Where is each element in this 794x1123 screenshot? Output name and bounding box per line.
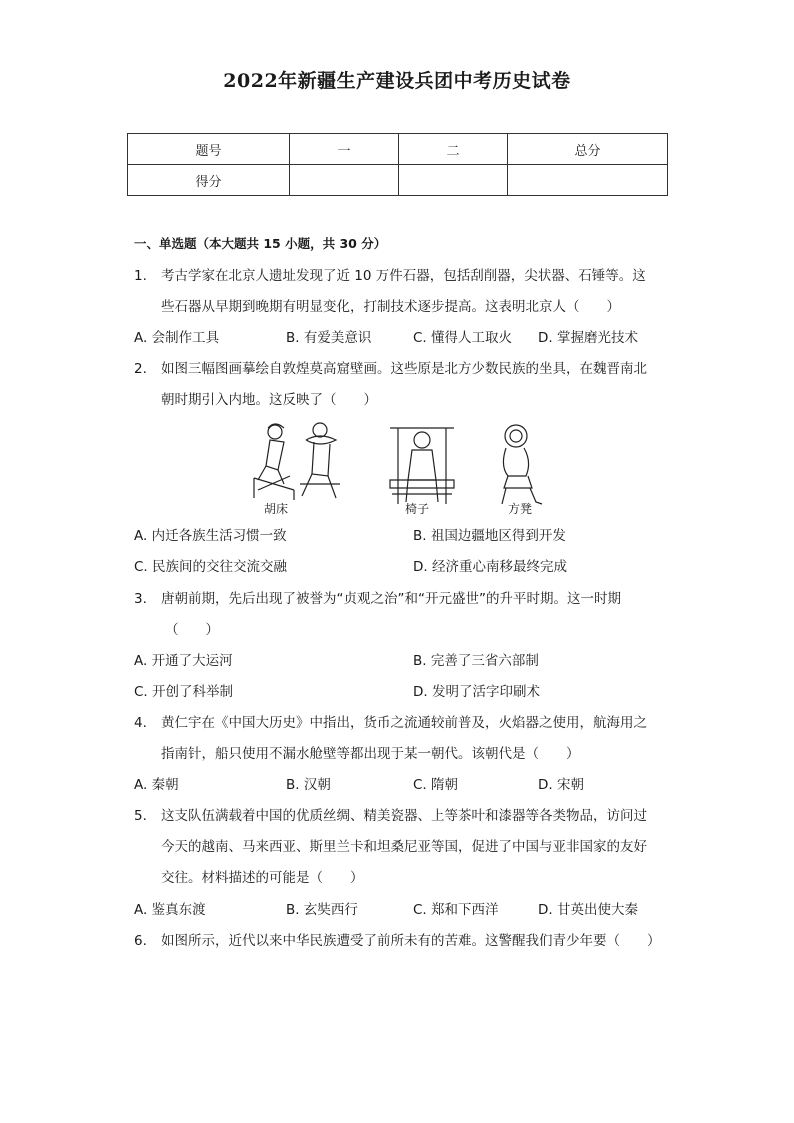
question-5 <box>134 801 664 894</box>
question-number: 4. <box>134 715 147 731</box>
question-line: （ ） <box>165 622 219 638</box>
option-b[interactable]: B. 有爱美意识 <box>286 330 372 346</box>
question-line: 指南针，船只使用不漏水舱壁等都出现于某一朝代。该朝代是（ ） <box>161 746 580 762</box>
question-line: 今天的越南、马来西亚、斯里兰卡和坦桑尼亚等国，促进了中国与亚非国家的友好 <box>161 839 647 855</box>
option-b[interactable]: B. 完善了三省六部制 <box>413 653 539 669</box>
option-a[interactable]: A. 鉴真东渡 <box>134 902 206 918</box>
question-3 <box>134 584 664 646</box>
question-1 <box>134 261 664 323</box>
question-number: 3. <box>134 591 147 607</box>
question-line: 如图所示，近代以来中华民族遭受了前所未有的苦难。这警醒我们青少年要（ ） <box>161 933 661 949</box>
table-cell: 一 <box>290 134 399 165</box>
section-heading: 一、单选题（本大题共 15 小题，共 30 分） <box>134 236 387 251</box>
question-6 <box>134 926 664 957</box>
options-3-cd <box>134 677 664 708</box>
question-line: 唐朝前期，先后出现了被誉为“贞观之治”和“开元盛世”的升平时期。这一时期 <box>161 591 621 607</box>
score-table <box>127 133 668 196</box>
table-cell: 二 <box>399 134 508 165</box>
question-line: 交往。材料描述的可能是（ ） <box>161 870 364 886</box>
option-c[interactable]: C. 隋朝 <box>413 777 459 793</box>
question-line: 黄仁宇在《中国大历史》中指出，货币之流通较前普及，火焰器之使用，航海用之 <box>161 715 647 731</box>
question-line: 考古学家在北京人遗址发现了近 10 万件石器，包括刮削器，尖状器、石锤等。这 <box>161 268 646 284</box>
question-line: 朝时期引入内地。这反映了（ ） <box>161 392 377 408</box>
question-2 <box>134 354 664 416</box>
question-line: 如图三幅图画摹绘自敦煌莫高窟壁画。这些原是北方少数民族的坐具，在魏晋南北 <box>161 361 647 377</box>
figure-label: 椅子 <box>405 502 430 516</box>
option-d[interactable]: D. 经济重心南移最终完成 <box>413 559 567 575</box>
options-1 <box>134 323 664 354</box>
fangdeng-drawing <box>502 425 542 504</box>
table-cell: 得分 <box>128 165 290 196</box>
option-d[interactable]: D. 掌握磨光技术 <box>538 330 638 346</box>
option-a[interactable]: A. 开通了大运河 <box>134 653 233 669</box>
question-number: 1. <box>134 268 147 284</box>
table-cell: 题号 <box>128 134 290 165</box>
options-3 <box>134 646 664 677</box>
option-b[interactable]: B. 玄奘西行 <box>286 902 358 918</box>
table-cell: 总分 <box>508 134 668 165</box>
options-5 <box>134 895 664 926</box>
question-number: 5. <box>134 808 147 824</box>
question-number: 6. <box>134 933 147 949</box>
option-c[interactable]: C. 开创了科举制 <box>134 684 234 700</box>
table-row <box>128 134 668 165</box>
option-d[interactable]: D. 宋朝 <box>538 777 584 793</box>
huchuang-drawing <box>254 423 340 500</box>
question-number: 2. <box>134 361 147 377</box>
page-title: 2022年新疆生产建设兵团中考历史试卷 <box>223 70 571 92</box>
options-2 <box>134 521 664 552</box>
table-cell[interactable] <box>399 165 508 196</box>
table-row <box>128 165 668 196</box>
figure-label: 胡床 <box>264 502 289 516</box>
figure-label: 方凳 <box>508 502 533 516</box>
option-c[interactable]: C. 郑和下西洋 <box>413 902 499 918</box>
options-2-cd <box>134 552 664 583</box>
option-a[interactable]: A. 内迁各族生活习惯一致 <box>134 528 287 544</box>
table-cell[interactable] <box>290 165 399 196</box>
question-4 <box>134 708 664 770</box>
option-b[interactable]: B. 汉朝 <box>286 777 331 793</box>
option-d[interactable]: D. 发明了活字印刷术 <box>413 684 540 700</box>
option-d[interactable]: D. 甘英出使大秦 <box>538 902 638 918</box>
question-line: 些石器从早期到晚期有明显变化，打制技术逐步提高。这表明北京人（ ） <box>161 299 620 315</box>
table-cell[interactable] <box>508 165 668 196</box>
yizi-drawing <box>390 428 454 504</box>
options-4 <box>134 770 664 801</box>
option-b[interactable]: B. 祖国边疆地区得到开发 <box>413 528 566 544</box>
question-line: 这支队伍满载着中国的优质丝绸、精美瓷器、上等茶叶和漆器等各类物品，访问过 <box>161 808 647 824</box>
option-a[interactable]: A. 秦朝 <box>134 777 179 793</box>
option-a[interactable]: A. 会制作工具 <box>134 330 220 346</box>
option-c[interactable]: C. 民族间的交往交流交融 <box>134 559 288 575</box>
option-c[interactable]: C. 懂得人工取火 <box>413 330 513 346</box>
